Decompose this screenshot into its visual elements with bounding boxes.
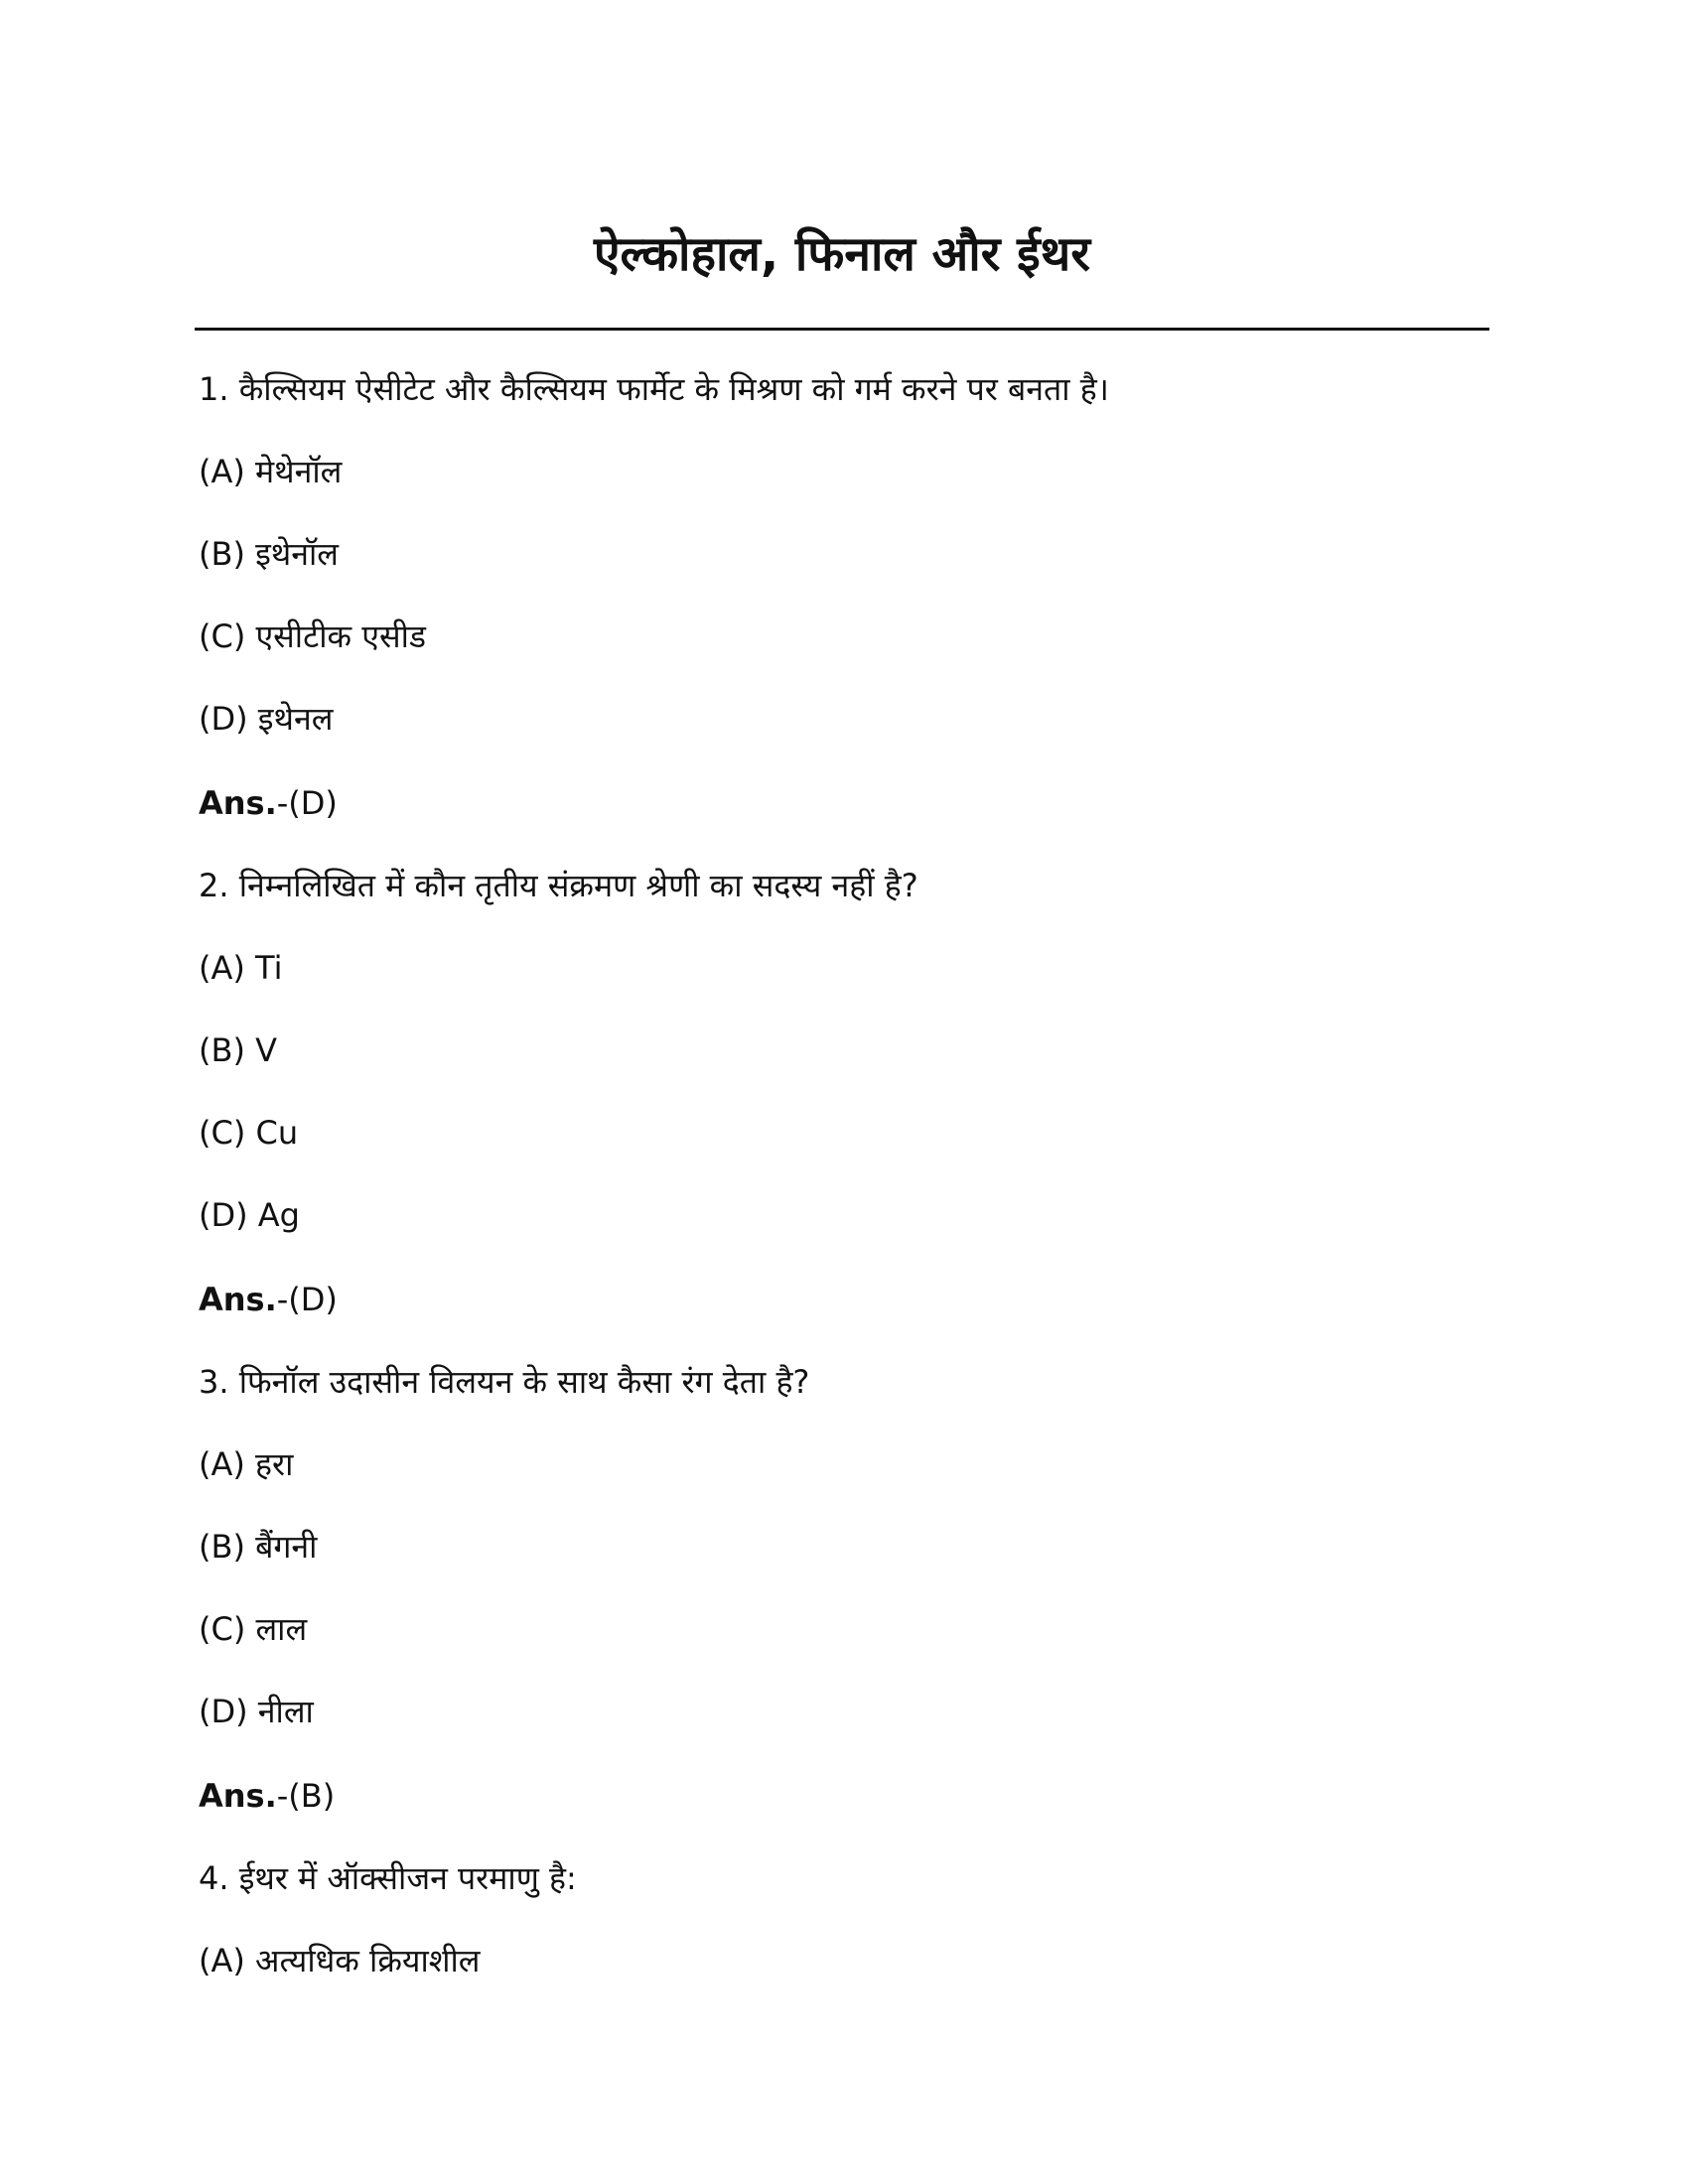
q3-answer-label: Ans.	[199, 1777, 277, 1815]
q2-option-d: (D) Ag	[199, 1196, 300, 1234]
q1-answer-label: Ans.	[199, 784, 277, 822]
question-3: 3. फिनॉल उदासीन विलयन के साथ कैसा रंग देता है?	[199, 1363, 810, 1401]
q1-option-c: (C) एसीटीक एसीड	[199, 617, 427, 655]
q1-option-a: (A) मेथेनॉल	[199, 453, 343, 490]
question-4: 4. ईथर में ऑक्सीजन परमाणु है:	[199, 1859, 577, 1897]
q3-option-c: (C) लाल	[199, 1610, 308, 1648]
q1-answer	[199, 784, 338, 822]
page-title: ऐल्कोहाल, फिनाल और ईथर	[594, 226, 1090, 282]
q3-option-d: (D) नीला	[199, 1693, 314, 1730]
q3-answer-value: -(B)	[276, 1777, 336, 1815]
question-2: 2. निम्नलिखित में कौन तृतीय संक्रमण श्रेणी का सदस्य नहीं है?	[199, 867, 918, 904]
q4-option-a: (A) अत्यधिक क्रियाशील	[199, 1942, 481, 1979]
question-1: 1. कैल्सियम ऐसीटेट और कैल्सियम फार्मेट के मिश्रण को गर्म करने पर बनता है।	[199, 370, 1109, 408]
q3-option-a: (A) हरा	[199, 1445, 294, 1483]
q2-option-c: (C) Cu	[199, 1114, 299, 1152]
q3-answer	[199, 1777, 335, 1815]
q1-option-d: (D) इथेनल	[199, 700, 334, 738]
q2-option-a: (A) Ti	[199, 949, 283, 987]
q1-option-b: (B) इथेनॉल	[199, 535, 339, 573]
q2-answer	[199, 1281, 338, 1318]
title-divider	[195, 328, 1489, 331]
q2-option-b: (B) V	[199, 1031, 277, 1069]
q1-answer-value: -(D)	[276, 784, 338, 822]
q2-answer-value: -(D)	[276, 1281, 338, 1318]
q2-answer-label: Ans.	[199, 1281, 277, 1318]
q3-option-b: (B) बैंगनी	[199, 1528, 318, 1566]
